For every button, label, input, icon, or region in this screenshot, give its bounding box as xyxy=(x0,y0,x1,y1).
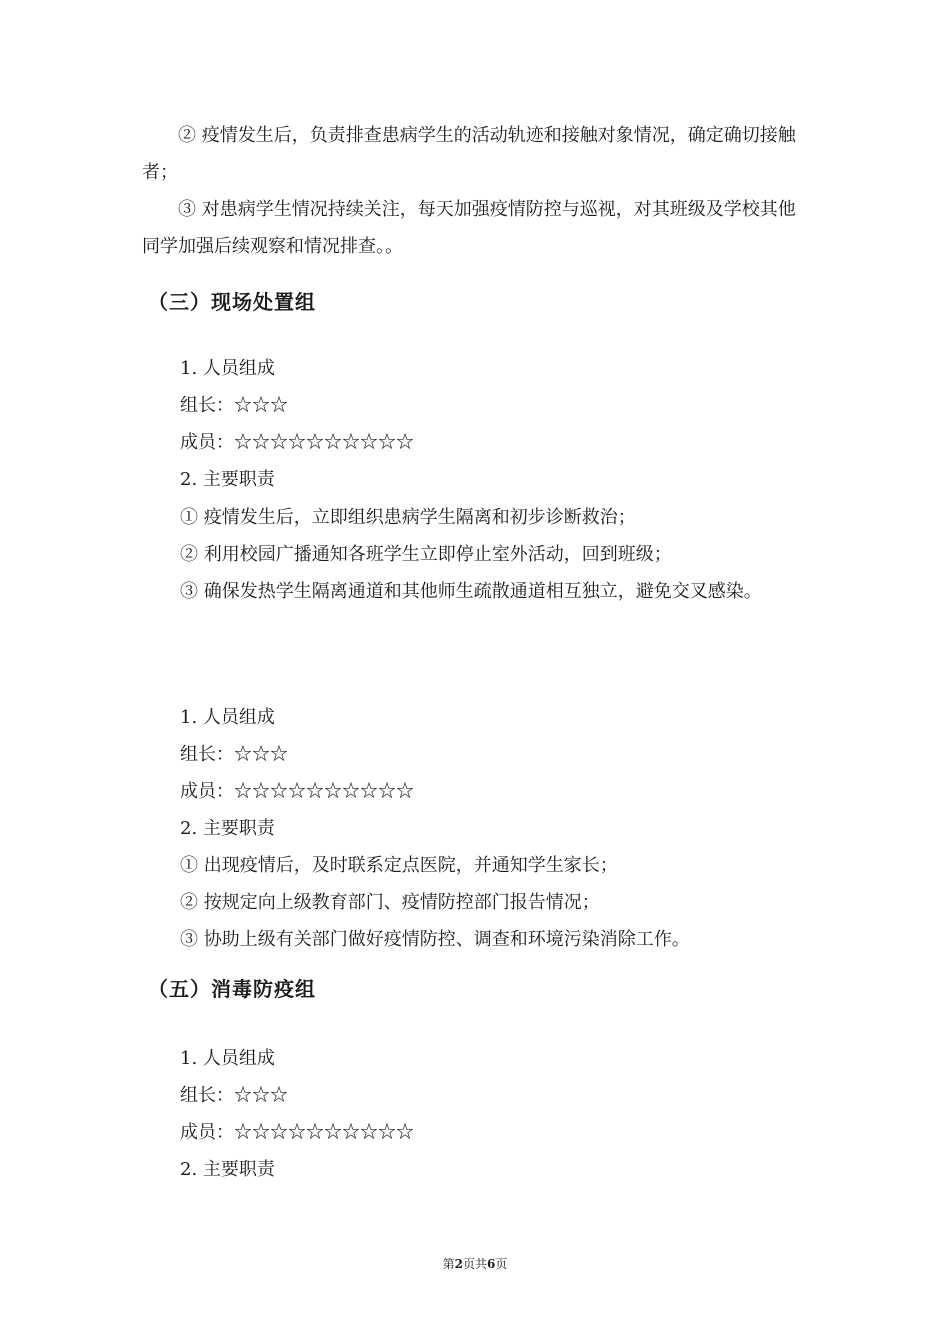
paragraph-text: ③ 对患病学生情况持续关注，每天加强疫情防控与巡视，对其班级及学校其他同学加强后续观察和情况排查。。 xyxy=(142,199,796,257)
footer-prefix: 第 xyxy=(442,1257,455,1271)
paragraph-text: ② 疫情发生后，负责排查患病学生的活动轨迹和接触对象情况，确定确切接触者； xyxy=(142,125,796,183)
list-item: 2. 主要职责 xyxy=(180,818,275,839)
list-item: 组长：☆☆☆ xyxy=(180,395,288,416)
list-item: 2. 主要职责 xyxy=(180,469,275,490)
current-page-number: 2 xyxy=(454,1257,463,1271)
list-item: ③ 协助上级有关部门做好疫情防控、调查和环境污染消除工作。 xyxy=(180,929,690,950)
list-item: 组长：☆☆☆ xyxy=(180,744,288,765)
footer-middle: 页共 xyxy=(462,1257,487,1271)
list-item: 2. 主要职责 xyxy=(180,1159,275,1180)
list-item: ③ 确保发热学生隔离通道和其他师生疏散通道相互独立，避免交叉感染。 xyxy=(180,581,762,602)
list-item: ① 出现疫情后，及时联系定点医院，并通知学生家长； xyxy=(180,855,618,876)
footer-suffix: 页 xyxy=(495,1257,508,1271)
list-item: 成员：☆☆☆☆☆☆☆☆☆☆ xyxy=(180,781,414,802)
list-item: 1. 人员组成 xyxy=(180,707,275,728)
paragraph-item-3 xyxy=(142,191,804,265)
list-item: 组长：☆☆☆ xyxy=(180,1085,288,1106)
list-item: 1. 人员组成 xyxy=(180,1048,275,1069)
list-item: ② 按规定向上级教育部门、疫情防控部门报告情况； xyxy=(180,892,600,913)
list-item: 1. 人员组成 xyxy=(180,358,275,379)
total-page-number: 6 xyxy=(487,1257,496,1271)
list-item: 成员：☆☆☆☆☆☆☆☆☆☆ xyxy=(180,1122,414,1143)
section-heading-5: （五）消毒防疫组 xyxy=(148,977,316,1001)
section-heading-3: （三）现场处置组 xyxy=(148,290,316,314)
list-item: 成员：☆☆☆☆☆☆☆☆☆☆ xyxy=(180,432,414,453)
paragraph-item-2 xyxy=(142,117,804,191)
page-footer xyxy=(0,1256,950,1272)
list-item: ① 疫情发生后，立即组织患病学生隔离和初步诊断救治； xyxy=(180,507,636,528)
list-item: ② 利用校园广播通知各班学生立即停止室外活动，回到班级； xyxy=(180,544,672,565)
